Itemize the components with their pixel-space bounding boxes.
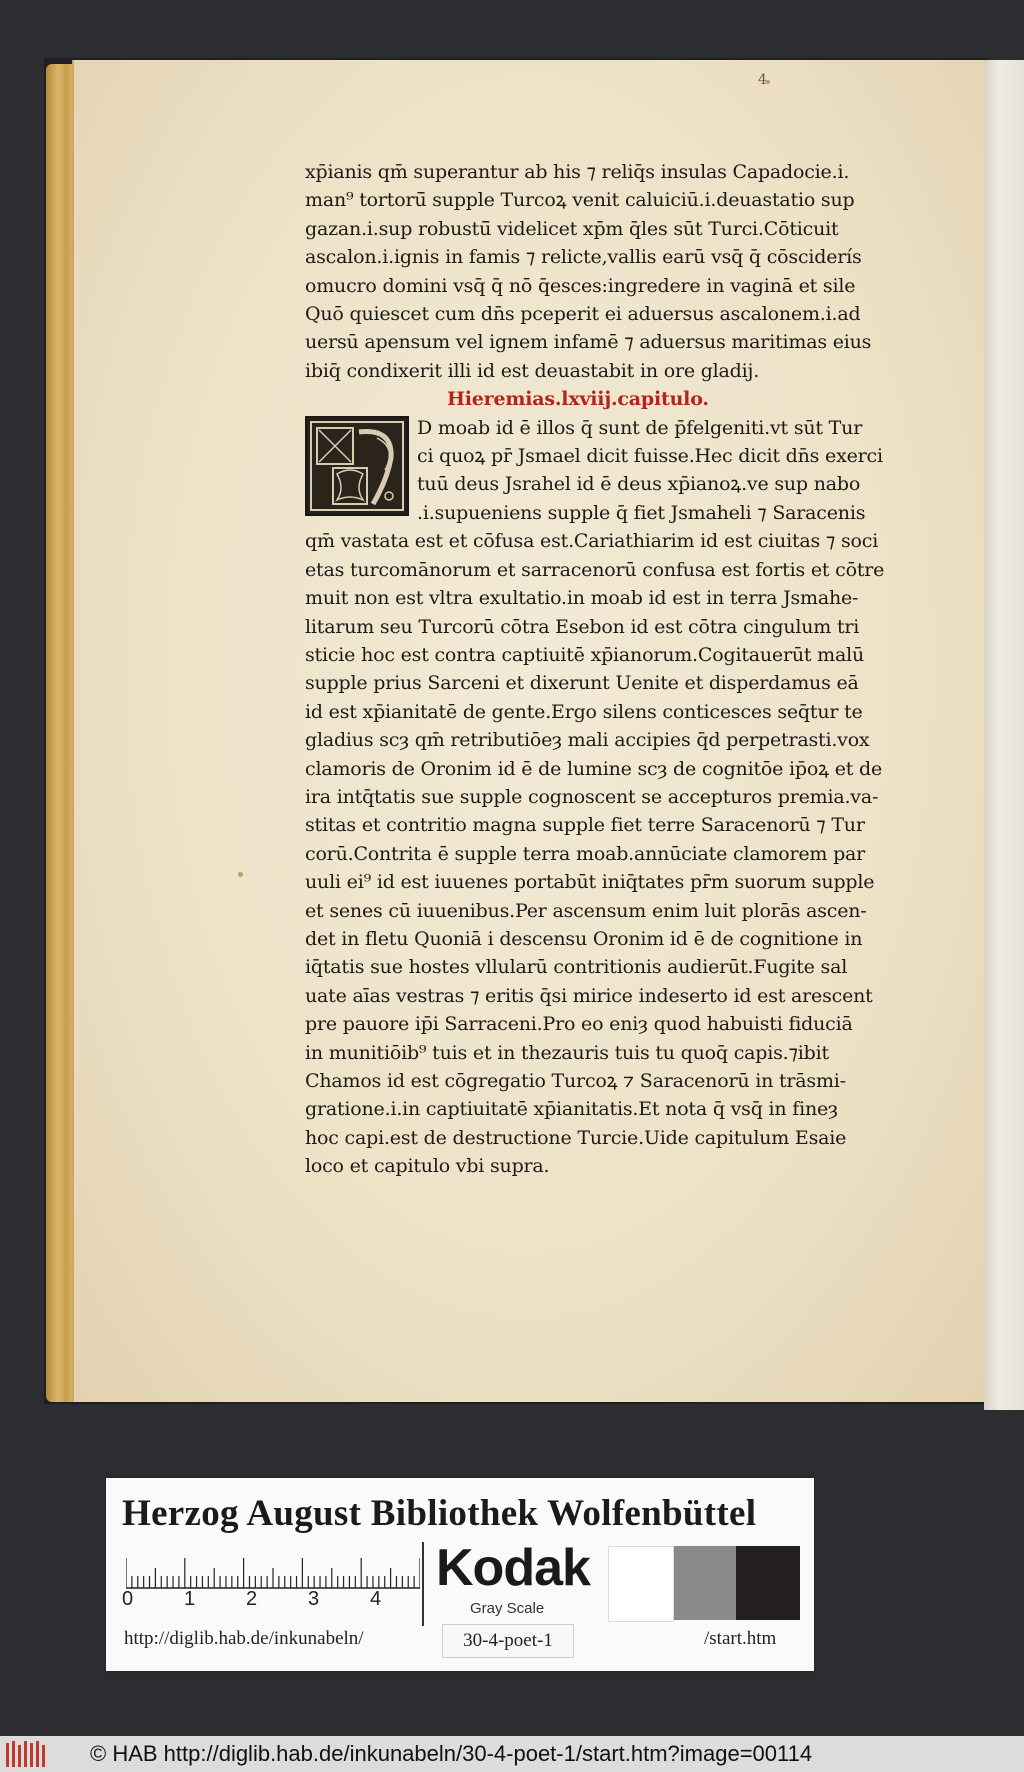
text-line: corū.Contrita ē supple terra moab.annūciate clamorem par [305,842,866,865]
text-line: uate aīas vestras ⁊ eritis q̄si mirice indeserto id est arescent [305,984,873,1007]
text-line: tuū deus Jsrahel id ē deus xp̄ianoꝝ.ve sup nabo [417,473,861,496]
kodak-logo: Kodak [436,1539,590,1597]
text-line: D moab id ē illos q̄ sunt de p̄felgeniti.vt sūt Tur [417,416,863,439]
url-suffix: /start.htm [704,1628,777,1649]
gray-scale-label: Gray Scale [470,1600,545,1617]
text-line: qm̄ vastata est et cōfusa est.Cariathiarim id est ciuitas ⁊ soci [305,530,879,553]
library-title: Herzog August Bibliothek Wolfenbüttel [122,1493,757,1534]
top-paragraph [305,158,933,385]
text-line: Chamos id est cōgregatio Turcoꝝ ⁊ Saracenorū in trāsmi- [305,1070,846,1092]
text-line: et senes cū iuuenibus.Per ascensum enim luit plorās ascen- [305,899,867,922]
url-prefix: http://diglib.hab.de/inkunabeln/ [124,1628,364,1649]
text-line: pre pauore ip̄i Sarraceni.Pro eo eniȝ quod habuisti fiduciā [305,1013,853,1036]
ruler-number: 0 [122,1588,134,1610]
hab-logo-icon [4,1739,50,1769]
black-patch [736,1546,800,1620]
text-line: ira intq̄tatis sue supple cognoscent se accepturos premia.va- [305,785,879,808]
text-line: id est xp̄ianitatē de gente.Ergo silens conticesces seq̄tur te [305,700,863,723]
folio-mark: 4 [758,72,767,88]
citation-link[interactable]: © HAB http://diglib.hab.de/inkunabeln/30-4-poet-1/start.htm?image=00114 [90,1741,813,1766]
text-line: Quō quiescet cum dn̄s pceperit ei aduersus ascalonem.i.ad [305,303,861,326]
ruler-scale [122,1588,426,1614]
printed-text [305,158,933,1181]
kodak-label [422,1539,610,1626]
shelfmark: 30-4-poet-1 [442,1624,574,1658]
text-line: det in fletu Quoniā i descensu Oronim id ē de cognitione in [305,927,863,950]
text-line: stitas et contritio magna supple fiet terre Saracenorū ⁊ Tur [305,814,865,837]
paper-spot [238,872,243,877]
text-line: gazan.i.sup robustū̄ videlicet xp̄m q̄les sūt Turci.Cōticuit [305,217,839,240]
chapter-heading: Hieremias.lxviij.capitulo. [447,388,709,411]
text-line: etas turcomānorum et sarracenorū confusa est fortis et cōtre [305,558,885,581]
text-line: gladius scȝ qm̄ retributiōeȝ mali accipies q̄d perpetrasti.vox [305,729,870,752]
text-line: uersū apensum vel ignem infamē ⁊ aduersus maritimas eius [305,331,872,354]
text-line: litarum seu Turcorū cōtra Esebon id est cōtra cingulum tri [305,615,860,638]
text-line: in munitiōib⁹ tuis et in thezauris tuis tu quoq̄ capis.⁊ibit [305,1041,829,1064]
ruler-number: 2 [246,1588,258,1610]
text-line: supple prius Sarceni et dixerunt Uenite et disperdamus eā [305,672,859,695]
text-line: iq̄tatis sue hostes vllularū contritionis audierūt.Fugite sal [305,956,848,979]
main-paragraph [305,527,933,1180]
ruler-number: 4 [370,1588,382,1610]
facing-page-edge [984,60,1024,1410]
text-line: ibiq̄ condixerit illi id est deuastabit in ore gladij. [305,359,760,382]
text-line: ascalon.i.ignis in famis ⁊ relicte,vallis earū vsq̄ q̄ cōsciderís [305,246,862,269]
text-line: man⁹ tortorū̄ supple Turcoꝝ venit caluiciū.i.deuastatio sup [305,189,855,212]
text-line: clamoris de Oronim id ē de lumine scȝ de cognitōe ip̄oꝝ et de [305,757,883,780]
gray-patch [674,1546,736,1620]
text-line: ci quoꝝ pr̄ Jsmael dicit fuisse.Hec dicit dn̄s exerci [417,445,883,468]
text-line: muit non est vltra exultatio.in moab id est in terra Jsmahe- [305,587,859,610]
woodcut-initial-icon [305,416,409,516]
footer-bar [0,1736,1024,1772]
text-line: hoc capi.est de destructione Turcie.Uide capitulum Esaie [305,1126,847,1149]
ruler-number: 3 [308,1588,320,1610]
text-line: xp̄ianis qm̄ superantur ab his ⁊ reliq̄s insulas Capadocie.i. [305,161,850,183]
ruler-number: 1 [184,1588,196,1610]
white-patch [608,1546,674,1622]
text-line: loco et capitulo vbi supra. [305,1155,550,1178]
text-line: uuli ei⁹ id est iuuenes portabūt iniq̄tates pr̄m suorum supple [305,871,875,894]
text-line: sticie hoc est contra captiuitē xp̄ianorum.Cogitauerūt malū [305,643,865,666]
text-line: omucro domini vsq̄ q̄ nō q̄esces:ingredere in vaginā et sile [305,274,856,297]
text-line: .i.supueniens supple q̄ fiet Jsmaheli ⁊ Saracenis [417,501,866,524]
text-line: gratione.i.in captiuitatē xp̄ianitatis.Et nota q̄ vsq̄ in fineȝ [305,1098,838,1121]
initial-block [305,414,933,528]
color-target-card [106,1478,814,1671]
